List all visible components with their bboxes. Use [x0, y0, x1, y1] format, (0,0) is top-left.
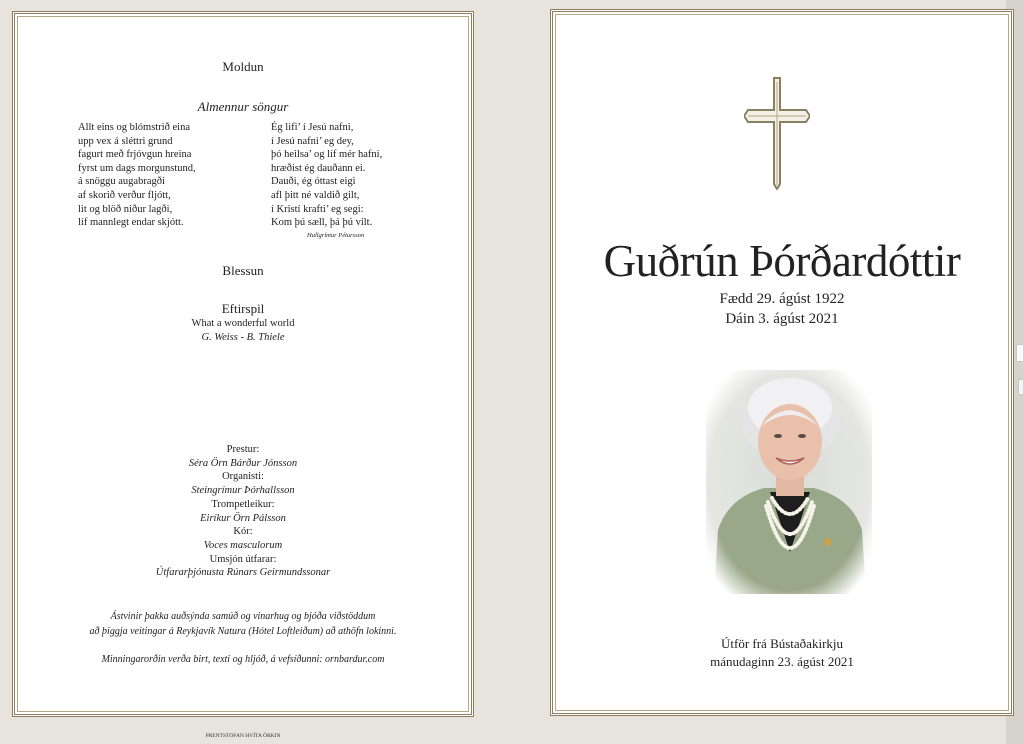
verse-line: af skorið verður fljótt, — [78, 189, 171, 201]
verse-line: fagurt með frjóvgun hreina — [78, 149, 192, 161]
verse-left — [78, 121, 196, 230]
postlude-composers: G. Weiss - B. Thiele — [201, 332, 285, 343]
funeral-date: mánudaginn 23. ágúst 2021 — [710, 654, 854, 669]
verse-line: afl þitt né valdið gilt, — [271, 189, 360, 201]
credit-name: Steingrímur Þórhallsson — [191, 485, 295, 497]
verse-line: lit og blöð niður lagði, — [78, 203, 173, 215]
moldun-heading: Moldun — [222, 59, 264, 74]
postlude-song-name: What a wonderful world — [191, 318, 295, 329]
verse-line: hræðist ég dauðann ei. — [271, 162, 366, 174]
death-date: Dáin 3. ágúst 2021 — [725, 311, 839, 327]
credit-name: Eiríkur Örn Pálsson — [200, 512, 286, 524]
credit-role: Organisti: — [222, 471, 264, 483]
program-cover-page — [550, 9, 1014, 716]
edge-tab[interactable] — [1018, 379, 1023, 395]
song-title: Almennur söngur — [197, 99, 289, 114]
portrait-photo — [706, 370, 872, 594]
verse-line: Dauði, ég óttast eigi — [271, 176, 356, 188]
credit-name: Séra Örn Bárður Jónsson — [188, 457, 298, 469]
verse-line: í Kristí krafti’ eg segi: — [271, 203, 364, 215]
printer-credit: PRENTSTOFAN HVÍTA ÖRKIN — [205, 733, 281, 739]
thanks-note — [15, 609, 471, 639]
verse-line: Allt eins og blómstrið eina — [78, 122, 190, 133]
cross-icon — [744, 76, 810, 190]
verse-line: líf mannlegt endar skjótt. — [78, 217, 184, 229]
credit-role: Kór: — [233, 526, 253, 538]
verse-line: fyrst um dags morgunstund, — [78, 162, 196, 174]
memorial-note: Minningarorðin verða birt, texti og hljóð, á vefsíðunni: ornbardur.com — [101, 654, 385, 665]
eftirspil-heading: Eftirspil — [221, 301, 265, 316]
funeral-location: Útför frá Bústaðakirkju — [720, 636, 844, 651]
verse-right — [271, 121, 382, 230]
thanks-line: að þiggja veitingar á Reykjavík Natura (Hótel Loftleiðum) að athöfn lokinni. — [89, 626, 397, 637]
verse-author: Hallgrímur Pétursson — [307, 232, 365, 239]
verse-line: upp vex á sléttri grund — [78, 135, 173, 147]
credit-role: Trompetleikur: — [211, 498, 275, 510]
credit-name: Útfararþjónusta Rúnars Geirmundssonar — [155, 567, 331, 579]
credit-name: Voces masculorum — [203, 539, 283, 551]
thanks-line: Ástvinir þakka auðsýnda samúð og vinarhug og bjóða viðstöddum — [110, 611, 376, 622]
verse-line: í Jesú nafni’ eg dey, — [271, 135, 354, 147]
verse-line: Ég lifi’ í Jesú nafni, — [271, 122, 354, 133]
verse-line: Kom þú sæll, þá þú vilt. — [271, 217, 373, 229]
program-inner-page — [12, 11, 474, 717]
deceased-name: Guðrún Þórðardóttir — [603, 236, 961, 286]
edge-tab[interactable] — [1016, 344, 1023, 362]
birth-date: Fædd 29. ágúst 1922 — [719, 291, 845, 307]
verse-line: á snöggu augabragði — [78, 176, 165, 188]
verse-line: þó heilsa’ og líf mér hafni, — [271, 149, 383, 161]
credit-role: Umsjón útfarar: — [209, 553, 277, 565]
credits-list — [15, 443, 471, 580]
blessun-heading: Blessun — [222, 263, 264, 278]
credit-role: Prestur: — [226, 444, 260, 455]
